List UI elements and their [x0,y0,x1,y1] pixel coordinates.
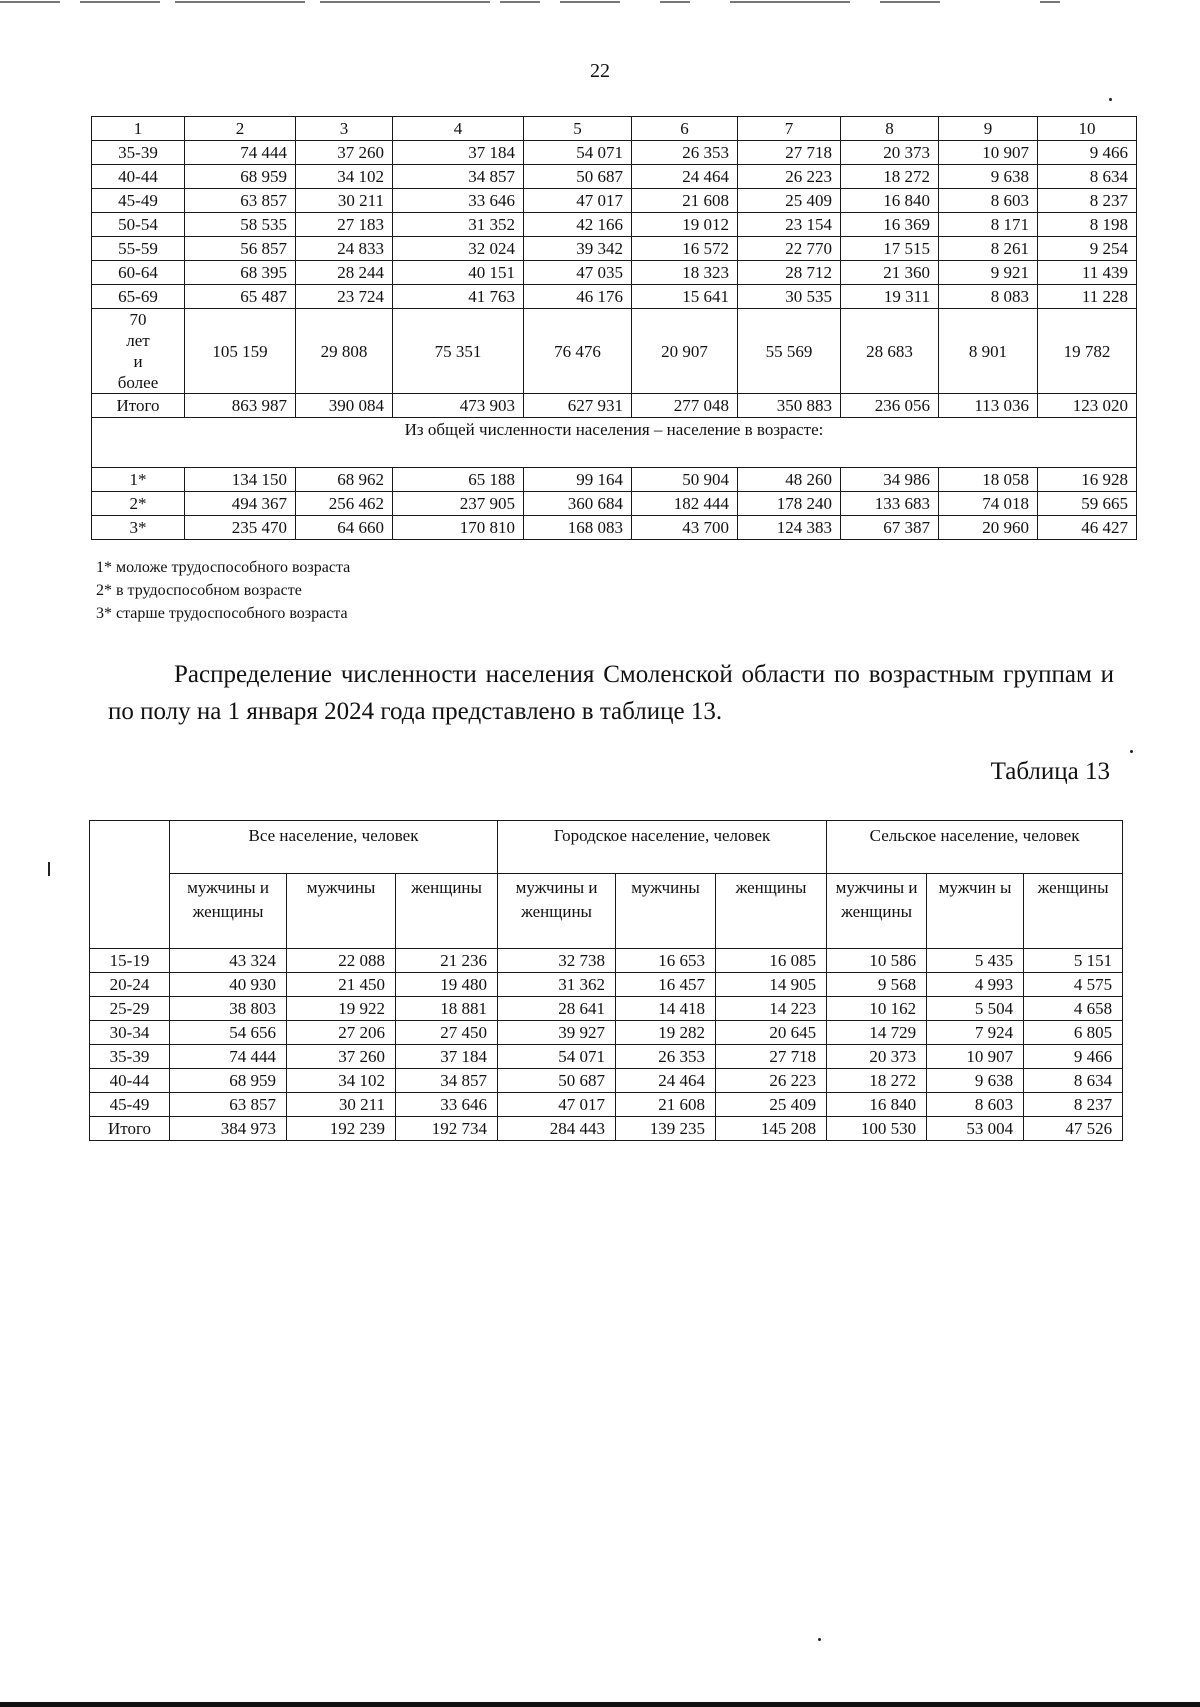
scan-edge-bottom [0,1702,1200,1707]
value-cell: 494 367 [185,492,296,516]
value-cell: 47 017 [498,1093,616,1117]
value-cell: 21 450 [287,973,396,997]
value-cell: 6 805 [1024,1021,1123,1045]
value-cell: 360 684 [524,492,632,516]
value-cell: 34 857 [393,165,524,189]
sub-header: женщины [1024,874,1123,949]
table-row [92,237,1137,261]
value-cell: 5 504 [927,997,1024,1021]
value-cell: 50 904 [632,468,738,492]
value-cell: 384 973 [170,1117,287,1141]
age-group-cell: Итого [90,1117,170,1141]
value-cell: 192 734 [396,1117,498,1141]
table-row [90,973,1123,997]
table-row [90,997,1123,1021]
value-cell: 26 223 [716,1069,827,1093]
age-group-cell: 15-19 [90,949,170,973]
value-cell: 350 883 [738,394,841,418]
value-cell: 28 641 [498,997,616,1021]
value-cell: 26 353 [616,1045,716,1069]
age-group-cell: 70 лет и более [92,309,185,394]
value-cell: 139 235 [616,1117,716,1141]
value-cell: 18 058 [939,468,1038,492]
group-header-row [90,821,1123,874]
value-cell: 8 603 [939,189,1038,213]
table-row [90,1069,1123,1093]
value-cell: 48 260 [738,468,841,492]
footnote: 3* старше трудоспособного возраста [96,605,348,622]
value-cell: 863 987 [185,394,296,418]
value-cell: 64 660 [296,516,393,540]
value-cell: 9 921 [939,261,1038,285]
age-group-cell: 20-24 [90,973,170,997]
column-number: 8 [841,117,939,141]
table-row [92,309,1137,394]
age-group-cell: 50-54 [92,213,185,237]
footnote: 1* моложе трудоспособного возраста [96,559,351,576]
table-row [92,468,1137,492]
value-cell: 43 324 [170,949,287,973]
value-cell: 9 254 [1038,237,1137,261]
value-cell: 63 857 [185,189,296,213]
table-row [92,492,1137,516]
value-cell: 19 282 [616,1021,716,1045]
value-cell: 63 857 [170,1093,287,1117]
age-group-cell: 60-64 [92,261,185,285]
value-cell: 8 083 [939,285,1038,309]
value-cell: 21 608 [632,189,738,213]
value-cell: 16 653 [616,949,716,973]
value-cell: 23 724 [296,285,393,309]
value-cell: 20 373 [841,141,939,165]
value-cell: 22 088 [287,949,396,973]
value-cell: 9 466 [1038,141,1137,165]
value-cell: 25 409 [738,189,841,213]
table-caption: Таблица 13 [990,758,1110,785]
value-cell: 18 272 [841,165,939,189]
value-cell: 37 184 [396,1045,498,1069]
value-cell: 8 171 [939,213,1038,237]
value-cell: 17 515 [841,237,939,261]
age-category-cell: 1* [92,468,185,492]
value-cell: 4 658 [1024,997,1123,1021]
scan-edge-top [0,0,1200,4]
table-row [92,141,1137,165]
value-cell: 46 176 [524,285,632,309]
value-cell: 33 646 [393,189,524,213]
value-cell: 39 927 [498,1021,616,1045]
value-cell: 59 665 [1038,492,1137,516]
value-cell: 10 162 [827,997,927,1021]
value-cell: 34 986 [841,468,939,492]
value-cell: 11 439 [1038,261,1137,285]
table-row [92,285,1137,309]
value-cell: 34 102 [296,165,393,189]
column-number: 2 [185,117,296,141]
value-cell: 46 427 [1038,516,1137,540]
value-cell: 65 487 [185,285,296,309]
value-cell: 123 020 [1038,394,1137,418]
sub-header: женщины [396,874,498,949]
sub-header: мужчины и женщины [498,874,616,949]
value-cell: 9 638 [927,1069,1024,1093]
age-group-cell: 40-44 [92,165,185,189]
value-cell: 168 083 [524,516,632,540]
value-cell: 20 907 [632,309,738,394]
value-cell: 19 782 [1038,309,1137,394]
value-cell: 67 387 [841,516,939,540]
value-cell: 170 810 [393,516,524,540]
age-group-cell: 35-39 [90,1045,170,1069]
value-cell: 11 228 [1038,285,1137,309]
value-cell: 10 586 [827,949,927,973]
table-row [90,949,1123,973]
value-cell: 8 634 [1024,1069,1123,1093]
value-cell: 28 683 [841,309,939,394]
age-group-cell: 55-59 [92,237,185,261]
footnotes [96,556,350,625]
value-cell: 9 638 [939,165,1038,189]
value-cell: 27 206 [287,1021,396,1045]
value-cell: 9 568 [827,973,927,997]
value-cell: 284 443 [498,1117,616,1141]
value-cell: 54 656 [170,1021,287,1045]
value-cell: 54 071 [524,141,632,165]
value-cell: 23 154 [738,213,841,237]
value-cell: 124 383 [738,516,841,540]
value-cell: 8 634 [1038,165,1137,189]
age-group-cell: 40-44 [90,1069,170,1093]
value-cell: 473 903 [393,394,524,418]
value-cell: 20 373 [827,1045,927,1069]
value-cell: 8 901 [939,309,1038,394]
table-row [92,261,1137,285]
value-cell: 55 569 [738,309,841,394]
value-cell: 10 907 [939,141,1038,165]
group-header: Городское население, человек [498,821,827,874]
value-cell: 56 857 [185,237,296,261]
value-cell: 20 645 [716,1021,827,1045]
value-cell: 236 056 [841,394,939,418]
value-cell: 43 700 [632,516,738,540]
value-cell: 178 240 [738,492,841,516]
value-cell: 30 211 [296,189,393,213]
value-cell: 16 928 [1038,468,1137,492]
value-cell: 28 712 [738,261,841,285]
value-cell: 68 959 [170,1069,287,1093]
sub-header-row [90,874,1123,949]
value-cell: 37 184 [393,141,524,165]
value-cell: 26 223 [738,165,841,189]
table-row [92,516,1137,540]
value-cell: 277 048 [632,394,738,418]
value-cell: 41 763 [393,285,524,309]
value-cell: 74 444 [170,1045,287,1069]
value-cell: 22 770 [738,237,841,261]
value-cell: 38 803 [170,997,287,1021]
value-cell: 16 840 [841,189,939,213]
value-cell: 8 237 [1024,1093,1123,1117]
age-group-cell: 30-34 [90,1021,170,1045]
table-row [90,1093,1123,1117]
subheader-cell: Из общей численности населения – население в возрасте: [92,418,1137,468]
value-cell: 30 535 [738,285,841,309]
value-cell: 28 244 [296,261,393,285]
value-cell: 19 012 [632,213,738,237]
column-number: 7 [738,117,841,141]
value-cell: 14 729 [827,1021,927,1045]
sub-header: мужчины [616,874,716,949]
column-number: 3 [296,117,393,141]
value-cell: 16 572 [632,237,738,261]
population-by-sex-table [89,820,1123,1141]
value-cell: 68 962 [296,468,393,492]
value-cell: 26 353 [632,141,738,165]
column-number: 9 [939,117,1038,141]
value-cell: 27 183 [296,213,393,237]
header-row [92,117,1137,141]
value-cell: 113 036 [939,394,1038,418]
value-cell: 74 444 [185,141,296,165]
value-cell: 33 646 [396,1093,498,1117]
footnote: 2* в трудоспособном возрасте [96,582,302,599]
scan-mark [48,862,50,876]
age-category-cell: 3* [92,516,185,540]
value-cell: 21 608 [616,1093,716,1117]
column-number: 6 [632,117,738,141]
value-cell: 58 535 [185,213,296,237]
value-cell: 182 444 [632,492,738,516]
value-cell: 14 223 [716,997,827,1021]
value-cell: 27 718 [716,1045,827,1069]
value-cell: 134 150 [185,468,296,492]
value-cell: 24 464 [632,165,738,189]
sub-header: мужчины и женщины [170,874,287,949]
table-row [90,1021,1123,1045]
value-cell: 54 071 [498,1045,616,1069]
value-cell: 105 159 [185,309,296,394]
value-cell: 4 575 [1024,973,1123,997]
value-cell: 237 905 [393,492,524,516]
value-cell: 8 261 [939,237,1038,261]
value-cell: 5 151 [1024,949,1123,973]
value-cell: 74 018 [939,492,1038,516]
value-cell: 39 342 [524,237,632,261]
value-cell: 8 198 [1038,213,1137,237]
value-cell: 27 450 [396,1021,498,1045]
value-cell: 50 687 [498,1069,616,1093]
value-cell: 27 718 [738,141,841,165]
group-header: Сельское население, человек [827,821,1123,874]
value-cell: 8 237 [1038,189,1137,213]
value-cell: 37 260 [296,141,393,165]
value-cell: 40 930 [170,973,287,997]
body-paragraph: Распределение численности населения Смоленской области по возрастным группам и по полу на 1 января 2024 года представлено в таблице 13. [108,661,1114,725]
value-cell: 7 924 [927,1021,1024,1045]
value-cell: 68 959 [185,165,296,189]
table-row [90,1045,1123,1069]
value-cell: 235 470 [185,516,296,540]
value-cell: 50 687 [524,165,632,189]
table-row [92,189,1137,213]
value-cell: 37 260 [287,1045,396,1069]
value-cell: 19 922 [287,997,396,1021]
column-number: 1 [92,117,185,141]
value-cell: 19 480 [396,973,498,997]
value-cell: 40 151 [393,261,524,285]
sub-header: мужчин ы [927,874,1024,949]
age-group-cell: Итого [92,394,185,418]
sub-header: мужчины и женщины [827,874,927,949]
subheader-row [92,418,1137,468]
age-group-cell: 45-49 [90,1093,170,1117]
sub-header: женщины [716,874,827,949]
value-cell: 18 881 [396,997,498,1021]
value-cell: 14 418 [616,997,716,1021]
column-number: 4 [393,117,524,141]
column-number: 10 [1038,117,1137,141]
page-number: 22 [590,60,610,82]
age-category-cell: 2* [92,492,185,516]
value-cell: 47 017 [524,189,632,213]
scan-speck [818,1638,821,1641]
value-cell: 16 369 [841,213,939,237]
value-cell: 627 931 [524,394,632,418]
value-cell: 24 464 [616,1069,716,1093]
value-cell: 14 905 [716,973,827,997]
value-cell: 9 466 [1024,1045,1123,1069]
value-cell: 15 641 [632,285,738,309]
value-cell: 47 526 [1024,1117,1123,1141]
value-cell: 21 236 [396,949,498,973]
value-cell: 145 208 [716,1117,827,1141]
value-cell: 8 603 [927,1093,1024,1117]
value-cell: 31 362 [498,973,616,997]
age-group-cell: 45-49 [92,189,185,213]
value-cell: 32 738 [498,949,616,973]
value-cell: 20 960 [939,516,1038,540]
value-cell: 19 311 [841,285,939,309]
value-cell: 192 239 [287,1117,396,1141]
value-cell: 21 360 [841,261,939,285]
value-cell: 5 435 [927,949,1024,973]
population-table-continued [91,116,1137,540]
value-cell: 16 840 [827,1093,927,1117]
value-cell: 31 352 [393,213,524,237]
age-group-cell: 25-29 [90,997,170,1021]
group-header: Все население, человек [170,821,498,874]
value-cell: 133 683 [841,492,939,516]
value-cell: 34 102 [287,1069,396,1093]
value-cell: 390 084 [296,394,393,418]
value-cell: 25 409 [716,1093,827,1117]
scan-speck [1109,98,1112,101]
value-cell: 10 907 [927,1045,1024,1069]
value-cell: 99 164 [524,468,632,492]
corner-cell [90,821,170,949]
value-cell: 42 166 [524,213,632,237]
value-cell: 68 395 [185,261,296,285]
age-group-cell: 65-69 [92,285,185,309]
value-cell: 24 833 [296,237,393,261]
table-row [92,213,1137,237]
value-cell: 4 993 [927,973,1024,997]
age-group-cell: 35-39 [92,141,185,165]
value-cell: 75 351 [393,309,524,394]
value-cell: 34 857 [396,1069,498,1093]
value-cell: 100 530 [827,1117,927,1141]
value-cell: 16 457 [616,973,716,997]
value-cell: 30 211 [287,1093,396,1117]
table-row [92,165,1137,189]
table-row [92,394,1137,418]
sub-header: мужчины [287,874,396,949]
value-cell: 18 272 [827,1069,927,1093]
value-cell: 47 035 [524,261,632,285]
table-row [90,1117,1123,1141]
value-cell: 76 476 [524,309,632,394]
value-cell: 18 323 [632,261,738,285]
value-cell: 65 188 [393,468,524,492]
column-number: 5 [524,117,632,141]
value-cell: 256 462 [296,492,393,516]
value-cell: 53 004 [927,1117,1024,1141]
value-cell: 16 085 [716,949,827,973]
value-cell: 29 808 [296,309,393,394]
scan-speck [1130,750,1133,753]
value-cell: 32 024 [393,237,524,261]
